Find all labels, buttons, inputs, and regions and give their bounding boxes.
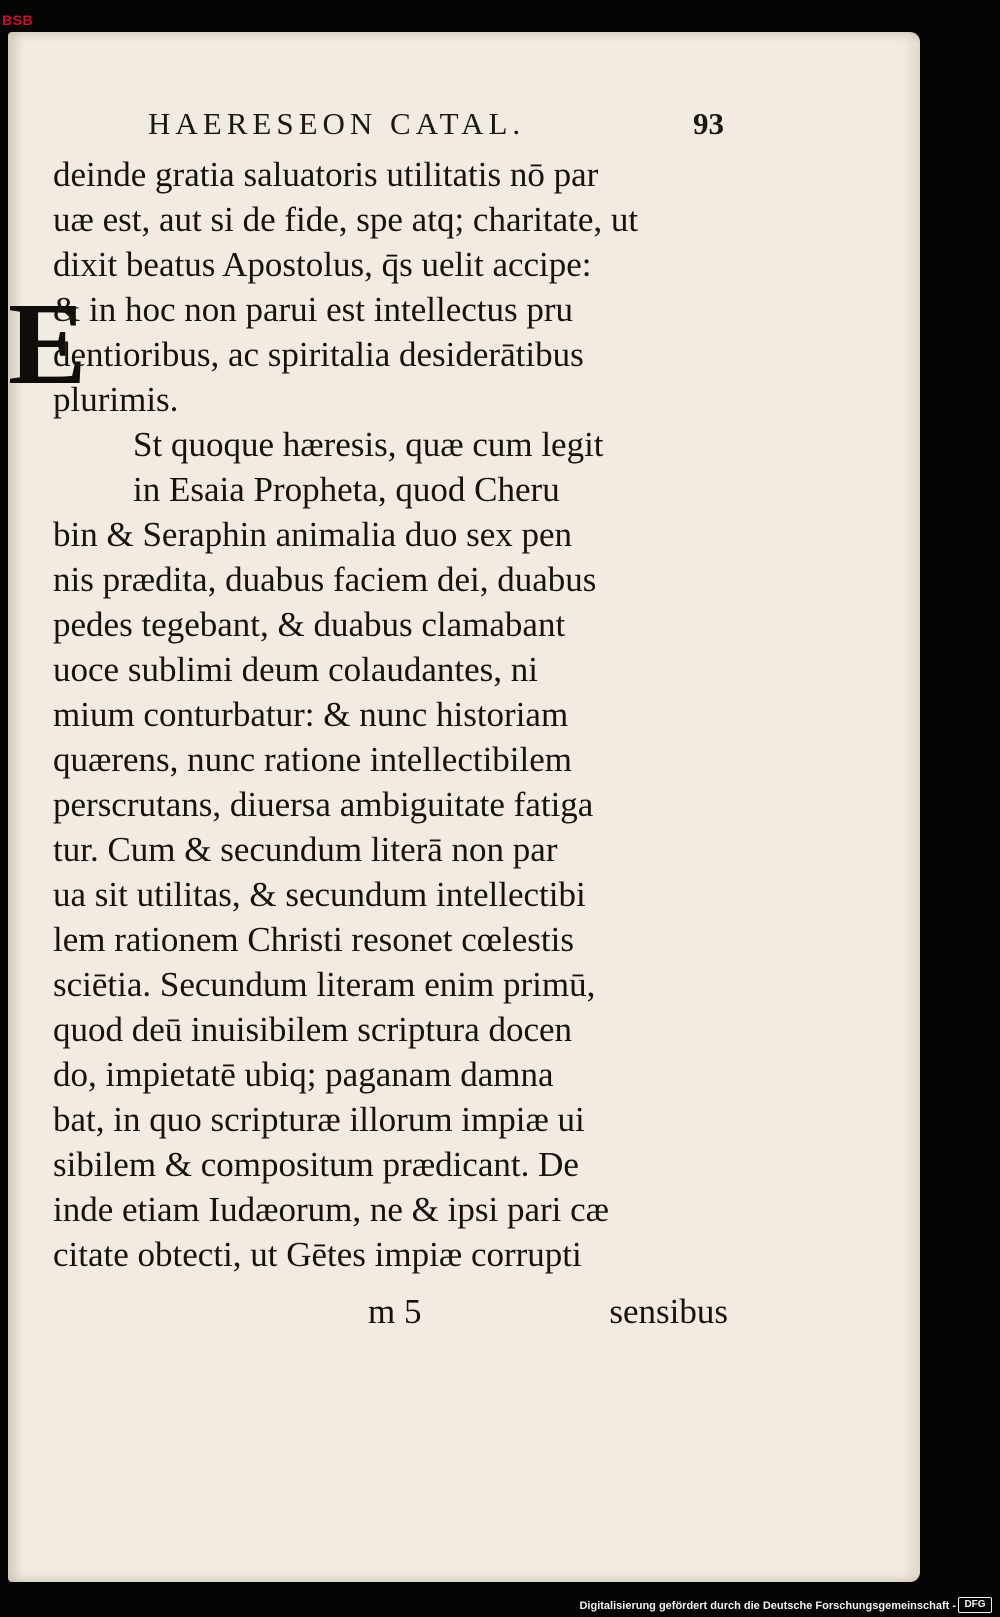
text-line: in Esaia Propheta, quod Cheru: [133, 470, 560, 509]
text-line: sciētia. Secundum literam enim primū,: [53, 965, 596, 1004]
text-line: inde etiam Iudæorum, ne & ipsi pari cæ: [53, 1190, 610, 1229]
text-line: lem rationem Christi resonet cœlestis: [53, 920, 575, 959]
digitization-credit: Digitalisierung gefördert durch die Deutsche Forschungsgemeinschaft -: [579, 1600, 956, 1612]
text-line: ua sit utilitas, & secundum intellectibi: [53, 875, 586, 914]
text-line: tur. Cum & secundum literā non par: [53, 830, 558, 869]
catchword: sensibus: [609, 1292, 728, 1331]
text-line: do, impietatē ubiq; paganam damna: [53, 1055, 554, 1094]
text-line: uoce sublimi deum colaudantes, ni: [53, 650, 539, 689]
text-line: mium conturbatur: & nunc historiam: [53, 695, 569, 734]
text-line: bin & Seraphin animalia duo sex pen: [53, 515, 573, 554]
text-line: quod deū inuisibilem scriptura docen: [53, 1010, 573, 1049]
text-line: bat, in quo scripturæ illorum impiæ ui: [53, 1100, 585, 1139]
text-line: sibilem & compositum prædicant. De: [53, 1145, 579, 1184]
text-line: dixit beatus Apostolus, q̄s uelit accipe:: [53, 245, 592, 284]
body-text: [53, 152, 723, 1277]
running-title: HAERESEON CATAL.: [148, 106, 526, 141]
signature-mark: m 5: [368, 1292, 422, 1331]
text-line: pedes tegebant, & duabus clamabant: [53, 605, 566, 644]
text-line: citate obtecti, ut Gētes impiæ corrupti: [53, 1235, 582, 1274]
book-page: [8, 32, 920, 1582]
text-line: nis prædita, duabus faciem dei, duabus: [53, 560, 597, 599]
text-line: deinde gratia saluatoris utilitatis nō par: [53, 155, 599, 194]
library-mark: BSB: [2, 12, 34, 28]
text-line: plurimis.: [53, 380, 179, 419]
text-line: perscrutans, diuersa ambiguitate fatiga: [53, 785, 594, 824]
dfg-badge: DFG: [958, 1597, 992, 1613]
text-line: St quoque hæresis, quæ cum legit: [133, 425, 604, 464]
text-line: & in hoc non parui est intellectus pru: [53, 290, 574, 329]
drop-cap-initial: E: [8, 278, 87, 409]
running-head: [148, 102, 748, 152]
text-line: uæ est, aut si de fide, spe atq; charitate, ut: [53, 200, 639, 239]
text-line: quærens, nunc ratione intellectibilem: [53, 740, 573, 779]
page-footer: [368, 1292, 728, 1337]
text-line: dentioribus, ac spiritalia desiderātibus: [53, 335, 584, 374]
page-number: 93: [693, 106, 724, 141]
